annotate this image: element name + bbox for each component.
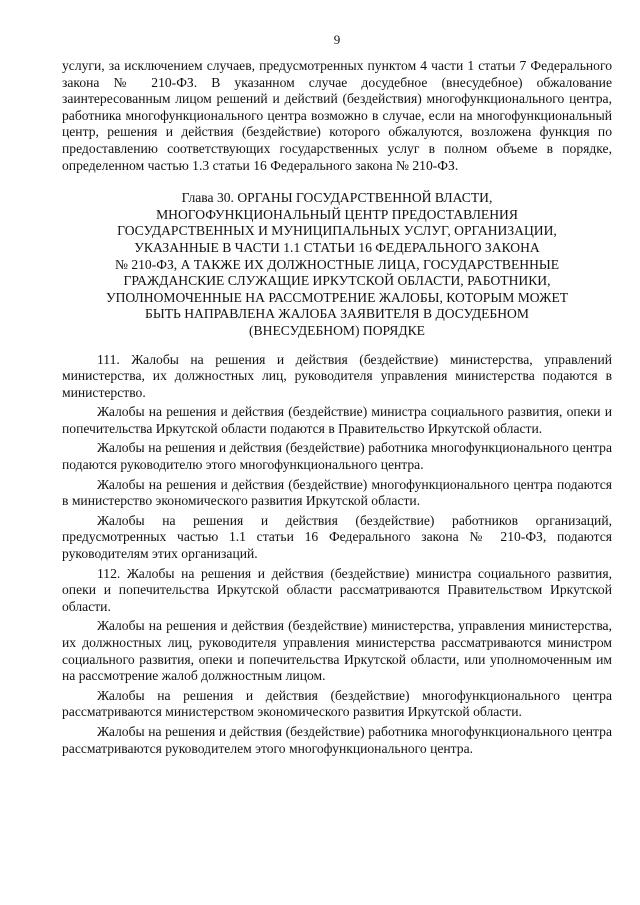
paragraph: Жалобы на решения и действия (бездействие) работников организаций, предусмотренных частью 1.1 статьи 16 Федерального закона № 210-ФЗ, подаются руководителям этих организаций.	[62, 512, 612, 562]
heading-line: № 210-ФЗ, А ТАКЖЕ ИХ ДОЛЖНОСТНЫЕ ЛИЦА, ГОСУДАРСТВЕННЫЕ	[114, 256, 560, 272]
paragraph: Жалобы на решения и действия (бездействие) министерства, управления министерства, их должностных лиц, руководителя управления министерства рассматриваются министром социального развития, опеки и попечительства Иркутской области, или уполномоченным им на рассмотрение жалоб должностным лицом.	[62, 618, 612, 684]
paragraph-112: 112. Жалобы на решения и действия (бездействие) министра социального развития, опеки и попечительства Иркутской области рассматриваются Правительством Иркутской области.	[62, 565, 612, 614]
paragraph: Жалобы на решения и действия (бездействие) работника многофункционального центра подаются руководителю этого многофункционального центра.	[62, 440, 612, 473]
page-number: 9	[333, 32, 341, 47]
heading-line: ГРАЖДАНСКИЕ СЛУЖАЩИЕ ИРКУТСКОЙ ОБЛАСТИ, РАБОТНИКИ,	[123, 273, 551, 289]
paragraph: Жалобы на решения и действия (бездействие) работника многофункционального центра рассматриваются руководителем этого многофункционального центра.	[62, 723, 612, 756]
heading-line: (ВНЕСУДЕБНОМ) ПОРЯДКЕ	[249, 322, 425, 338]
heading-line: ГОСУДАРСТВЕННЫХ И МУНИЦИПАЛЬНЫХ УСЛУГ, ОРГАНИЗАЦИИ,	[117, 223, 557, 239]
paragraph: Жалобы на решения и действия (бездействие) многофункционального центра подаются в министерство экономического развития Иркутской области.	[62, 476, 612, 509]
heading-line: Глава 30. ОРГАНЫ ГОСУДАРСТВЕННОЙ ВЛАСТИ,	[181, 190, 493, 206]
paragraph: Жалобы на решения и действия (бездействие) министра социального развития, опеки и попечительства Иркутской области подаются в Правительство Иркутской области.	[62, 404, 612, 436]
paragraph-111: 111. Жалобы на решения и действия (бездействие) министерства, управлений министерства, их должностных лиц, руководителя управления министерства подаются в министерство.	[62, 351, 612, 400]
heading-line: МНОГОФУНКЦИОНАЛЬНЫЙ ЦЕНТР ПРЕДОСТАВЛЕНИЯ	[156, 206, 518, 222]
paragraph: Жалобы на решения и действия (бездействие) многофункционального центра рассматриваются министерством экономического развития Иркутской области.	[62, 687, 612, 720]
intro-paragraph: услуги, за исключением случаев, предусмотренных пунктом 4 части 1 статьи 7 Федерального закона № 210-ФЗ. В указанном случае досудебное (внесудебное) обжалование заинтересованным лицом решений и действий (бездействия) многофункционального центра, работника многофункционального центра возможно в случае, если на многофункциональный центр, решения и действия (бездействие) которого обжалуются, возложена функция по предоставлению соответствующих государственных услуг в полном объеме в порядке, определенном частью 1.3 статьи 16 Федерального закона № 210-ФЗ.	[62, 58, 612, 173]
chapter-heading	[62, 190, 612, 339]
heading-line: УКАЗАННЫЕ В ЧАСТИ 1.1 СТАТЬИ 16 ФЕДЕРАЛЬНОГО ЗАКОНА	[134, 239, 540, 255]
document-body	[62, 58, 612, 757]
heading-line: БЫТЬ НАПРАВЛЕНА ЖАЛОБА ЗАЯВИТЕЛЯ В ДОСУДЕБНОМ	[145, 306, 529, 322]
heading-line: УПОЛНОМОЧЕННЫЕ НА РАССМОТРЕНИЕ ЖАЛОБЫ, КОТОРЫМ МОЖЕТ	[105, 289, 569, 305]
